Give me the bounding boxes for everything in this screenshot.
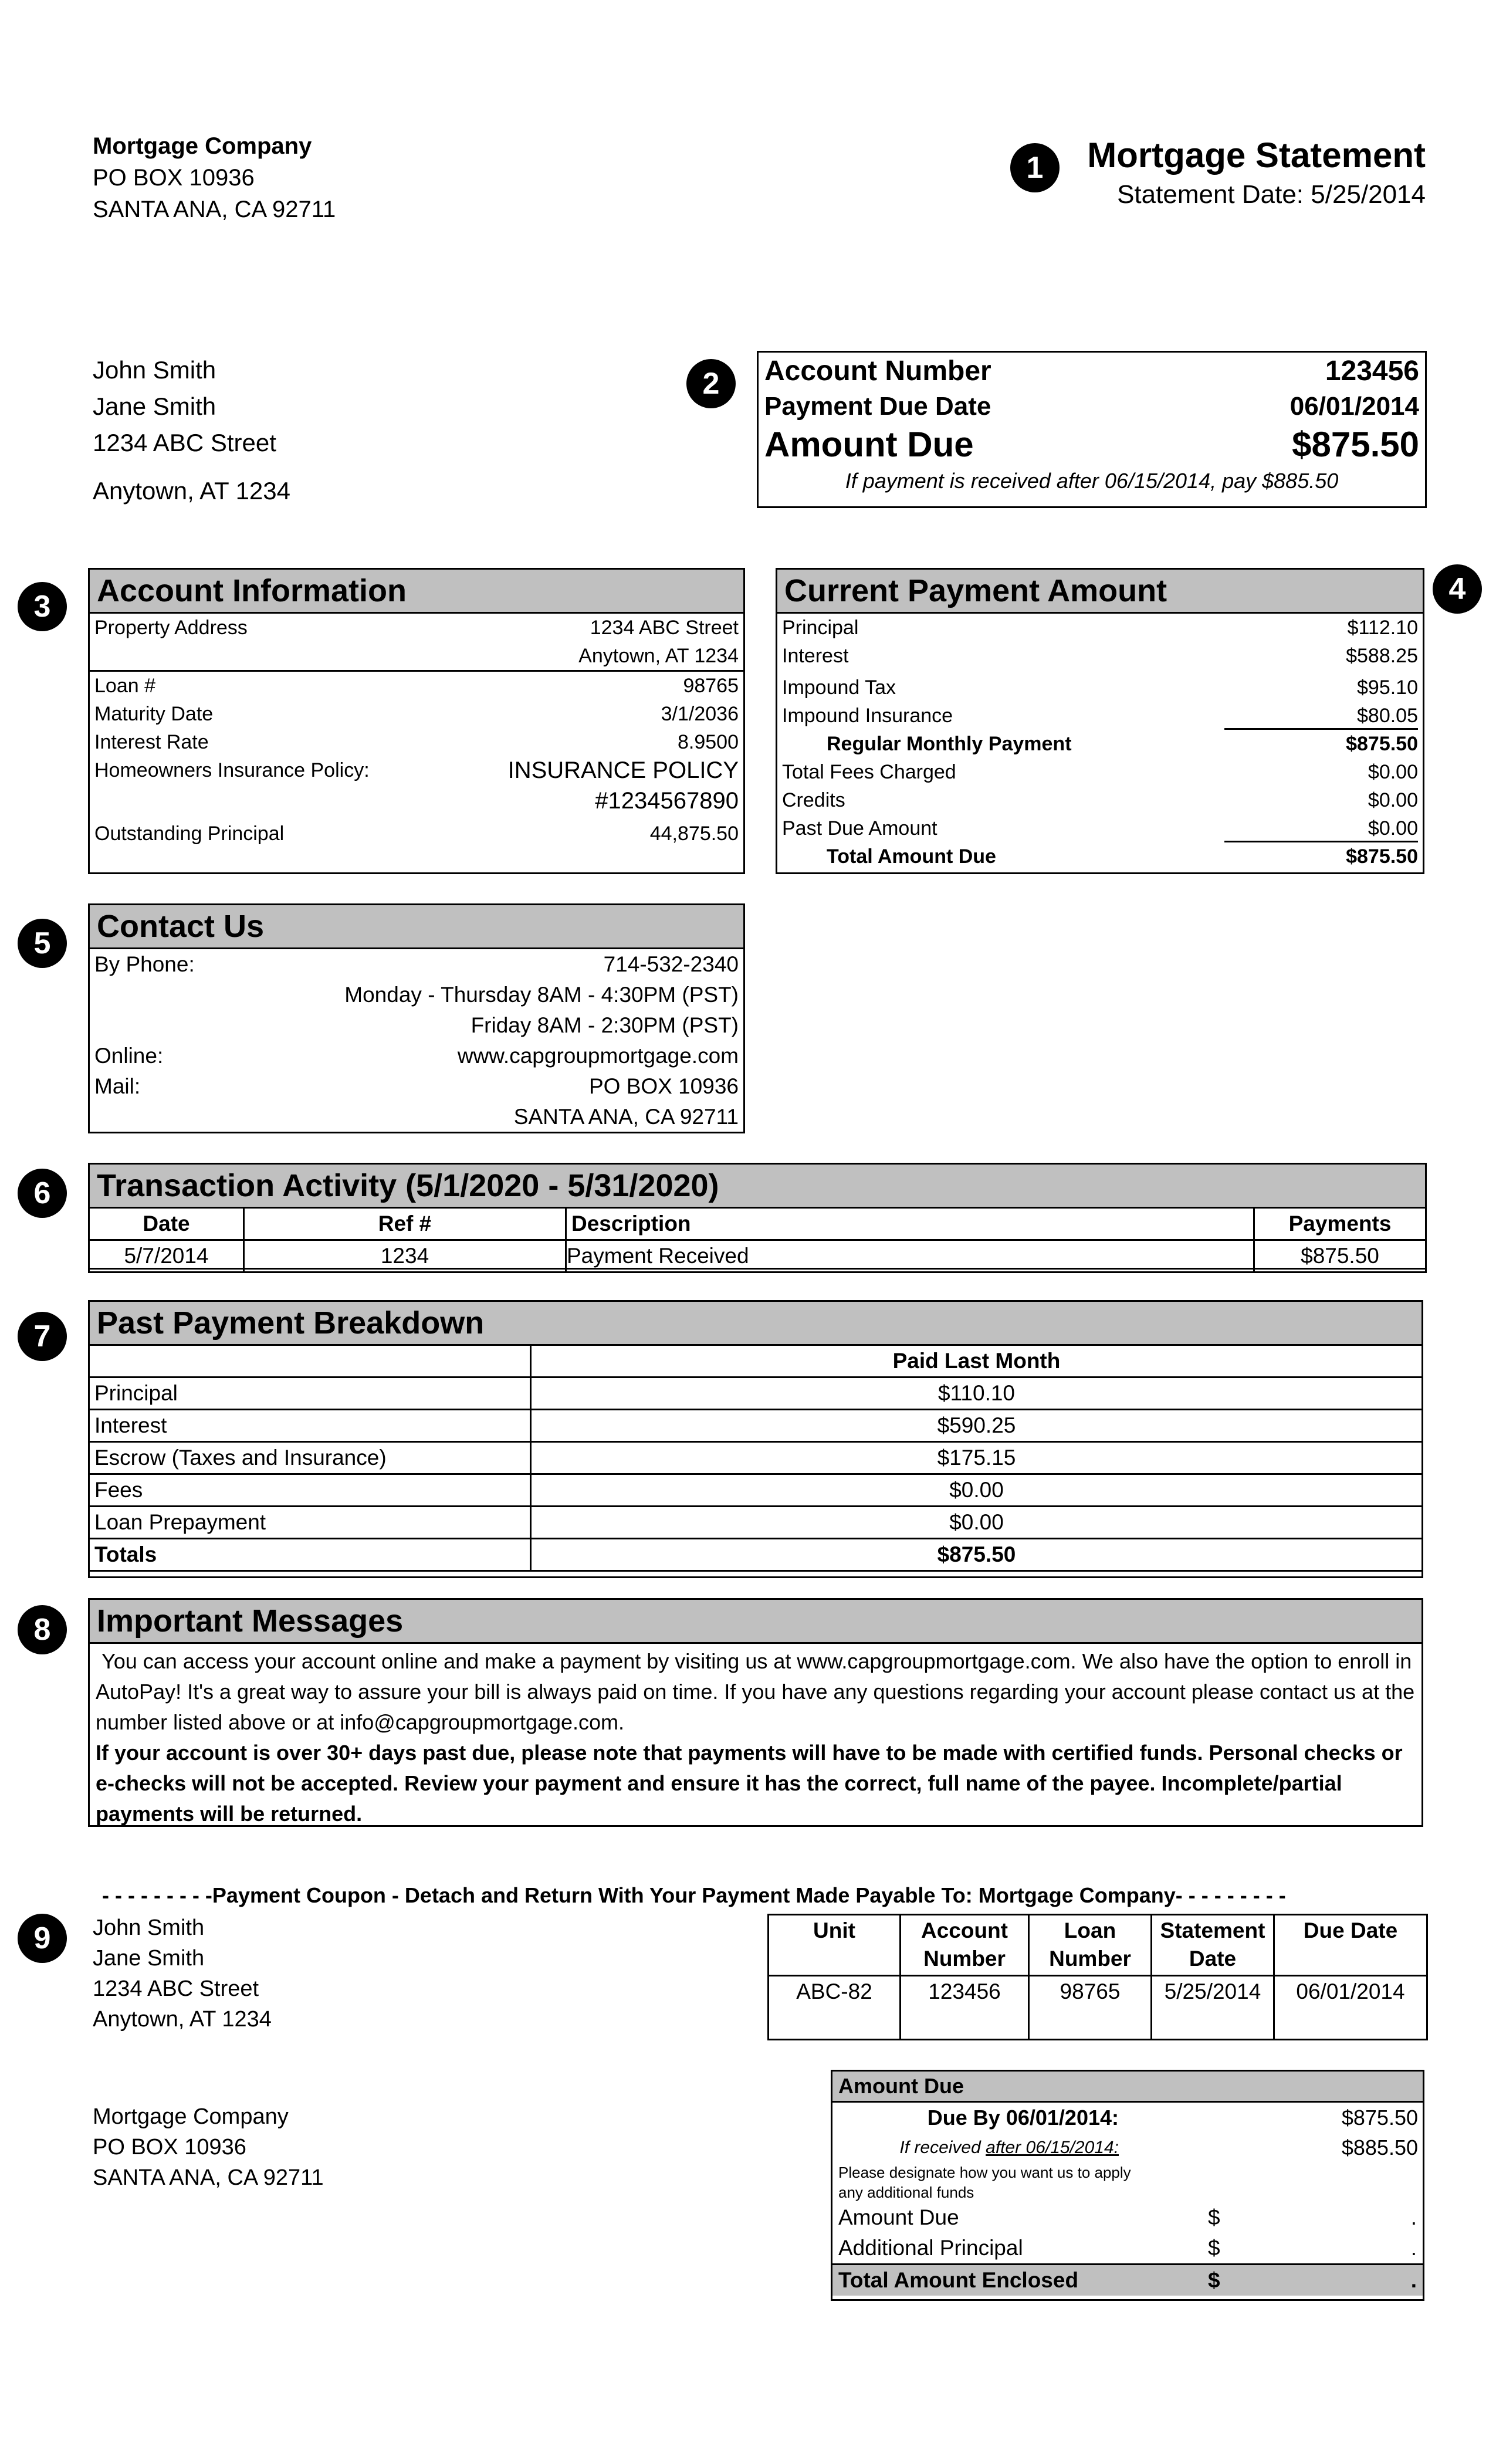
coupon-banner: - - - - - - - - -Payment Coupon - Detach and Return With Your Payment Made Payable To: Mortgage Company- - - - - - - - - bbox=[102, 1883, 1286, 1907]
coupon-borrower-street: 1234 ABC Street bbox=[93, 1976, 259, 2001]
breakdown-label: Loan Prepayment bbox=[89, 1507, 531, 1539]
transaction-table bbox=[88, 1207, 1427, 1273]
amount-due-value: $875.50 bbox=[1292, 425, 1419, 464]
col-payments: Payments bbox=[1254, 1208, 1426, 1240]
table-row bbox=[89, 1474, 1423, 1507]
interest-value: $588.25 bbox=[1346, 645, 1418, 667]
coupon-borrower-address bbox=[93, 1913, 272, 2035]
breakdown-value: $110.10 bbox=[531, 1377, 1423, 1410]
remit-address-line2: SANTA ANA, CA 92711 bbox=[93, 2165, 324, 2190]
section-marker-1: 1 bbox=[1010, 143, 1060, 192]
past-due-value: $0.00 bbox=[1368, 817, 1418, 840]
mail-address-line1: PO BOX 10936 bbox=[588, 1074, 739, 1098]
section-marker-4: 4 bbox=[1433, 564, 1482, 614]
total-enclosed-entry-row[interactable] bbox=[832, 2265, 1423, 2296]
col-ref: Ref # bbox=[244, 1208, 566, 1240]
txn-date: 5/7/2014 bbox=[89, 1240, 244, 1272]
section-marker-9: 9 bbox=[18, 1914, 67, 1963]
coupon-amount-due-dollar: $ bbox=[1208, 2205, 1220, 2229]
breakdown-label: Fees bbox=[89, 1474, 531, 1507]
col-description: Description bbox=[566, 1208, 1254, 1240]
breakdown-value: $0.00 bbox=[531, 1507, 1423, 1539]
section-marker-2: 2 bbox=[686, 359, 736, 408]
coupon-col-statement-date: Statement Date bbox=[1152, 1915, 1274, 1976]
regular-monthly-payment-label: Regular Monthly Payment bbox=[827, 733, 1072, 755]
borrower-name-1: John Smith bbox=[93, 356, 216, 384]
company-address-line2: SANTA ANA, CA 92711 bbox=[93, 197, 336, 222]
outstanding-principal-value: 44,875.50 bbox=[649, 823, 739, 845]
coupon-borrower-name-1: John Smith bbox=[93, 1915, 205, 1940]
mail-address-line2: SANTA ANA, CA 92711 bbox=[513, 1105, 739, 1129]
property-address-line2: Anytown, AT 1234 bbox=[578, 645, 739, 667]
loan-number-value: 98765 bbox=[683, 675, 739, 697]
transaction-activity-panel bbox=[88, 1163, 1427, 1270]
breakdown-value: $175.15 bbox=[531, 1442, 1423, 1474]
credits-value: $0.00 bbox=[1368, 789, 1418, 811]
coupon-remit-address bbox=[93, 2101, 324, 2193]
breakdown-label: Interest bbox=[89, 1410, 531, 1442]
coupon-col-account: Account Number bbox=[901, 1915, 1029, 1976]
additional-principal-field[interactable]: . bbox=[1410, 2236, 1417, 2260]
table-row bbox=[89, 1240, 1426, 1272]
table-row bbox=[89, 1377, 1423, 1410]
impound-tax-label: Impound Tax bbox=[782, 676, 896, 699]
insurance-policy-line1: INSURANCE POLICY bbox=[507, 757, 739, 783]
principal-label: Principal bbox=[782, 617, 859, 639]
coupon-amount-due-label: Amount Due bbox=[838, 2205, 959, 2229]
coupon-due-date: 06/01/2014 bbox=[1274, 1976, 1427, 2040]
section-marker-8: 8 bbox=[18, 1605, 67, 1654]
insurance-policy-label: Homeowners Insurance Policy: bbox=[94, 759, 370, 781]
breakdown-totals-label: Totals bbox=[89, 1539, 531, 1571]
payment-due-date-value: 06/01/2014 bbox=[1289, 392, 1419, 421]
website-link[interactable]: www.capgroupmortgage.com bbox=[457, 1044, 739, 1068]
company-name: Mortgage Company bbox=[93, 133, 312, 159]
additional-principal-entry-row[interactable] bbox=[832, 2233, 1423, 2265]
col-date: Date bbox=[89, 1208, 244, 1240]
borrower-city: Anytown, AT 1234 bbox=[93, 477, 291, 505]
coupon-details-table bbox=[767, 1914, 1428, 2040]
total-enclosed-dollar: $ bbox=[1208, 2268, 1220, 2292]
table-row bbox=[89, 1442, 1423, 1474]
amount-due-entry-row[interactable] bbox=[832, 2202, 1423, 2233]
credits-label: Credits bbox=[782, 789, 845, 811]
coupon-col-unit: Unit bbox=[769, 1915, 901, 1976]
account-number-value: 123456 bbox=[1325, 356, 1419, 387]
statement-date: Statement Date: 5/25/2014 bbox=[1117, 180, 1426, 209]
late-received-note: If received after 06/15/2014: bbox=[899, 2138, 1119, 2157]
txn-ref: 1234 bbox=[244, 1240, 566, 1272]
coupon-col-due-date: Due Date bbox=[1274, 1915, 1427, 1976]
additional-principal-dollar: $ bbox=[1208, 2236, 1220, 2260]
interest-rate-label: Interest Rate bbox=[94, 731, 209, 753]
section-marker-6: 6 bbox=[18, 1169, 67, 1218]
borrower-name-2: Jane Smith bbox=[93, 392, 216, 420]
coupon-borrower-name-2: Jane Smith bbox=[93, 1946, 205, 1971]
account-information-panel bbox=[88, 568, 745, 874]
total-enclosed-field[interactable]: . bbox=[1410, 2268, 1417, 2292]
mail-label: Mail: bbox=[94, 1074, 141, 1098]
breakdown-totals-value: $875.50 bbox=[531, 1539, 1423, 1571]
hours-friday: Friday 8AM - 2:30PM (PST) bbox=[471, 1013, 739, 1037]
maturity-date-label: Maturity Date bbox=[94, 703, 214, 725]
maturity-date-value: 3/1/2036 bbox=[661, 703, 739, 725]
breakdown-value: $0.00 bbox=[531, 1474, 1423, 1507]
past-payment-table bbox=[88, 1344, 1423, 1572]
past-payment-title: Past Payment Breakdown bbox=[90, 1302, 1421, 1344]
transaction-activity-title: Transaction Activity (5/1/2020 - 5/31/2020) bbox=[90, 1165, 1425, 1207]
coupon-loan: 98765 bbox=[1029, 1976, 1152, 2040]
statement-title: Mortgage Statement bbox=[1087, 136, 1426, 175]
breakdown-value: $590.25 bbox=[531, 1410, 1423, 1442]
account-summary-box bbox=[757, 351, 1427, 508]
due-by-value: $875.50 bbox=[1341, 2106, 1418, 2130]
borrower-address-block bbox=[93, 352, 290, 509]
property-address-label: Property Address bbox=[94, 617, 248, 639]
current-payment-title: Current Payment Amount bbox=[777, 570, 1423, 614]
account-information-title: Account Information bbox=[90, 570, 743, 614]
past-due-label: Past Due Amount bbox=[782, 817, 937, 840]
impound-insurance-value: $80.05 bbox=[1357, 705, 1418, 727]
coupon-account: 123456 bbox=[901, 1976, 1029, 2040]
interest-label: Interest bbox=[782, 645, 849, 667]
coupon-statement-date: 5/25/2014 bbox=[1152, 1976, 1274, 2040]
important-messages-title: Important Messages bbox=[90, 1600, 1421, 1644]
borrower-street: 1234 ABC Street bbox=[93, 429, 276, 456]
phone-label: By Phone: bbox=[94, 952, 195, 976]
col-paid-last-month: Paid Last Month bbox=[531, 1345, 1423, 1377]
coupon-amount-box bbox=[831, 2070, 1424, 2301]
table-row bbox=[89, 1539, 1423, 1571]
coupon-amount-due-field[interactable]: . bbox=[1410, 2205, 1417, 2229]
late-received-value: $885.50 bbox=[1341, 2135, 1418, 2160]
section-marker-5: 5 bbox=[18, 919, 67, 968]
principal-value: $112.10 bbox=[1347, 617, 1418, 639]
payment-due-date-label: Payment Due Date bbox=[764, 392, 991, 421]
breakdown-label: Principal bbox=[89, 1377, 531, 1410]
coupon-col-loan: Loan Number bbox=[1029, 1915, 1152, 1976]
additional-principal-label: Additional Principal bbox=[838, 2236, 1023, 2260]
contact-us-title: Contact Us bbox=[90, 905, 743, 949]
company-address-block bbox=[93, 130, 336, 225]
contact-us-panel bbox=[88, 903, 745, 1133]
txn-payment: $875.50 bbox=[1254, 1240, 1426, 1272]
regular-monthly-payment-value: $875.50 bbox=[1346, 733, 1418, 755]
table-row bbox=[89, 1410, 1423, 1442]
outstanding-principal-label: Outstanding Principal bbox=[94, 823, 285, 845]
amount-due-label: Amount Due bbox=[764, 425, 974, 464]
current-payment-panel bbox=[776, 568, 1424, 874]
account-number-label: Account Number bbox=[764, 356, 991, 387]
remit-company-name: Mortgage Company bbox=[93, 2104, 289, 2129]
total-amount-due-label: Total Amount Due bbox=[827, 845, 996, 868]
phone-number: 714-532-2340 bbox=[603, 952, 739, 976]
online-label: Online: bbox=[94, 1044, 164, 1068]
due-by-label: Due By 06/01/2014: bbox=[927, 2106, 1119, 2130]
breakdown-label: Escrow (Taxes and Insurance) bbox=[89, 1442, 531, 1474]
coupon-borrower-city: Anytown, AT 1234 bbox=[93, 2007, 272, 2032]
statement-header bbox=[1087, 133, 1426, 211]
total-fees-value: $0.00 bbox=[1368, 761, 1418, 783]
total-enclosed-label: Total Amount Enclosed bbox=[838, 2268, 1079, 2292]
important-messages-panel bbox=[88, 1598, 1423, 1827]
hours-weekday: Monday - Thursday 8AM - 4:30PM (PST) bbox=[344, 983, 739, 1007]
table-row bbox=[89, 1507, 1423, 1539]
insurance-policy-line2: #1234567890 bbox=[595, 788, 739, 814]
designate-funds-note: Please designate how you want us to apply any additional funds bbox=[838, 2164, 1131, 2201]
past-payment-panel bbox=[88, 1300, 1423, 1578]
section-marker-7: 7 bbox=[18, 1312, 67, 1361]
message-paragraph-1: You can access your account online and make a payment by visiting us at www.capgroupmortgage.com. We also have the option to enroll in AutoPay! It's a great way to assure your bill is always paid on time. If you have any questions regarding your account please contact us at the number listed above or at info@capgroupmortgage.com. bbox=[96, 1649, 1421, 1734]
txn-description: Payment Received bbox=[566, 1240, 1254, 1272]
total-fees-label: Total Fees Charged bbox=[782, 761, 956, 783]
message-paragraph-2: If your account is over 30+ days past due, please note that payments will have to be made with certified funds. Personal checks or e-checks will not be accepted. Review your payment and ensure it has the correct, full name of the payee. Incomplete/partial payments will be returned. bbox=[96, 1741, 1403, 1826]
interest-rate-value: 8.9500 bbox=[678, 731, 739, 753]
coupon-amount-title: Amount Due bbox=[832, 2072, 1423, 2103]
coupon-unit: ABC-82 bbox=[769, 1976, 901, 2040]
impound-insurance-label: Impound Insurance bbox=[782, 705, 953, 727]
table-row bbox=[769, 1976, 1427, 2040]
company-address-line1: PO BOX 10936 bbox=[93, 165, 255, 191]
remit-address-line1: PO BOX 10936 bbox=[93, 2135, 246, 2160]
property-address-line1: 1234 ABC Street bbox=[590, 617, 739, 639]
total-amount-due-value: $875.50 bbox=[1346, 845, 1418, 868]
late-payment-note: If payment is received after 06/15/2014, pay $885.50 bbox=[845, 469, 1339, 493]
section-marker-3: 3 bbox=[18, 582, 67, 631]
loan-number-label: Loan # bbox=[94, 675, 155, 697]
impound-tax-value: $95.10 bbox=[1357, 676, 1418, 699]
